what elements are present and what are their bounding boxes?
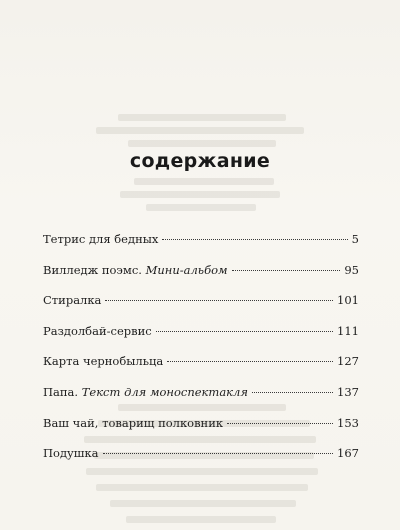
toc-page-number: 167	[337, 446, 359, 461]
dot-leader	[252, 392, 333, 393]
toc-entry-subtitle: Текст для моноспектакля	[81, 384, 248, 399]
toc-entry-title: Папа. Текст для моноспектакля	[43, 384, 248, 399]
toc-page-number: 111	[337, 323, 359, 338]
toc-entry[interactable]	[43, 293, 359, 324]
toc-entry-title: Тетрис для бедных	[43, 232, 159, 246]
toc-entry-subtitle: Мини-альбом	[145, 262, 228, 277]
toc-entry[interactable]	[43, 446, 359, 477]
dot-leader	[227, 423, 333, 424]
dot-leader	[105, 300, 333, 301]
toc-entry[interactable]	[43, 354, 359, 385]
toc-page-number: 137	[337, 384, 359, 399]
toc-entry-title: Подушка	[43, 446, 99, 461]
toc-entry[interactable]	[43, 324, 359, 355]
toc-entry[interactable]	[43, 385, 359, 416]
toc-entry[interactable]	[43, 232, 359, 263]
toc-page-number: 127	[337, 354, 359, 369]
contents-heading: содержание	[129, 150, 271, 172]
toc-page-number: 101	[337, 293, 359, 308]
toc-entry-title: Ваш чай, товарищ полковник	[43, 415, 224, 430]
toc-page-number: 95	[344, 262, 359, 277]
dot-leader	[156, 331, 333, 332]
toc-entry-title: Вилледж поэмс. Мини-альбом	[43, 262, 228, 277]
toc-entry-title: Раздолбай-сервис	[43, 323, 152, 338]
toc-entry[interactable]	[43, 416, 359, 447]
toc-page-number: 5	[351, 232, 359, 246]
toc-entry-title: Стиралка	[43, 293, 102, 308]
dot-leader	[162, 239, 347, 240]
toc-entry[interactable]	[43, 263, 359, 294]
toc-page-number: 153	[337, 415, 359, 430]
toc-entry-title: Карта чернобыльца	[43, 354, 164, 369]
table-of-contents	[43, 232, 359, 477]
dot-leader	[103, 453, 334, 454]
dot-leader	[232, 270, 341, 271]
dot-leader	[167, 361, 333, 362]
